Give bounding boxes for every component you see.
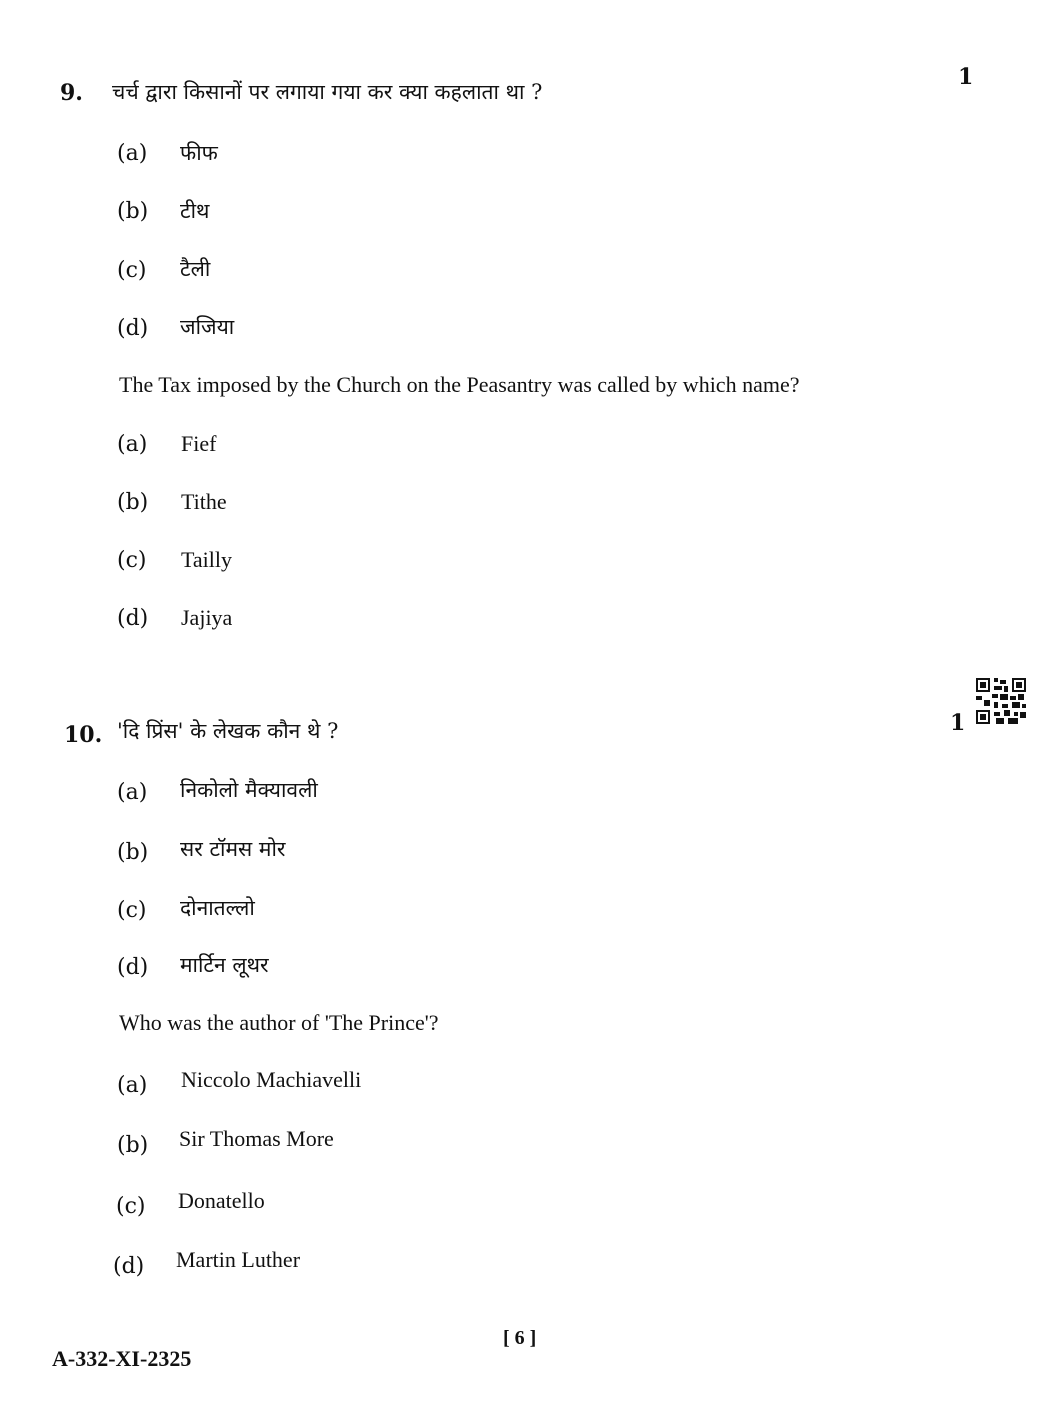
page-number: [ 6 ] [503, 1327, 537, 1349]
question-text-hindi: चर्च द्वारा किसानों पर लगाया गया कर क्या कहलाता था ? [112, 80, 543, 104]
question-text-hindi: 'दि प्रिंस' के लेखक कौन थे ? [117, 719, 339, 743]
option-label: (d) [117, 316, 149, 341]
option-text: सर टॉमस मोर [180, 837, 286, 861]
option-label: (c) [117, 898, 147, 923]
option-label: (b) [117, 1133, 149, 1158]
option-text: Tithe [181, 489, 227, 514]
option-label: (a) [117, 432, 148, 457]
option-text: मार्टिन लूथर [180, 953, 269, 977]
option-label: (a) [117, 1073, 148, 1098]
question-text-english: Who was the author of 'The Prince'? [119, 1010, 439, 1035]
option-text: Tailly [181, 547, 233, 572]
option-label: (d) [117, 606, 149, 631]
option-label: (a) [117, 780, 148, 805]
option-text: Martin Luther [176, 1247, 301, 1272]
question-number: 10. [64, 722, 103, 748]
qr-code-icon [976, 678, 1026, 724]
option-label: (b) [117, 490, 149, 515]
option-text: निकोलो मैक्यावली [180, 778, 318, 802]
option-text: Niccolo Machiavelli [181, 1067, 362, 1092]
option-text: Donatello [178, 1188, 265, 1213]
option-text: Jajiya [181, 605, 233, 630]
marks: 1 [958, 64, 974, 90]
option-label: (a) [117, 141, 148, 166]
option-label: (c) [117, 258, 147, 283]
option-text: जजिया [180, 315, 235, 339]
option-label: (b) [117, 840, 149, 865]
option-text: फीफ [180, 141, 218, 165]
option-label: (d) [117, 955, 149, 980]
option-text: Sir Thomas More [179, 1126, 334, 1151]
question-text-english: The Tax imposed by the Church on the Peasantry was called by which name? [119, 372, 800, 397]
option-text: टैली [180, 257, 211, 281]
question-number: 9. [60, 80, 83, 106]
option-label: (c) [117, 548, 147, 573]
paper-code: A-332-XI-2325 [52, 1346, 192, 1371]
option-label: (b) [117, 199, 149, 224]
marks: 1 [950, 710, 966, 736]
option-label: (c) [116, 1194, 146, 1219]
option-text: दोनातल्लो [180, 896, 255, 920]
option-text: Fief [181, 431, 217, 456]
option-text: टीथ [180, 199, 210, 223]
option-label: (d) [113, 1254, 145, 1279]
